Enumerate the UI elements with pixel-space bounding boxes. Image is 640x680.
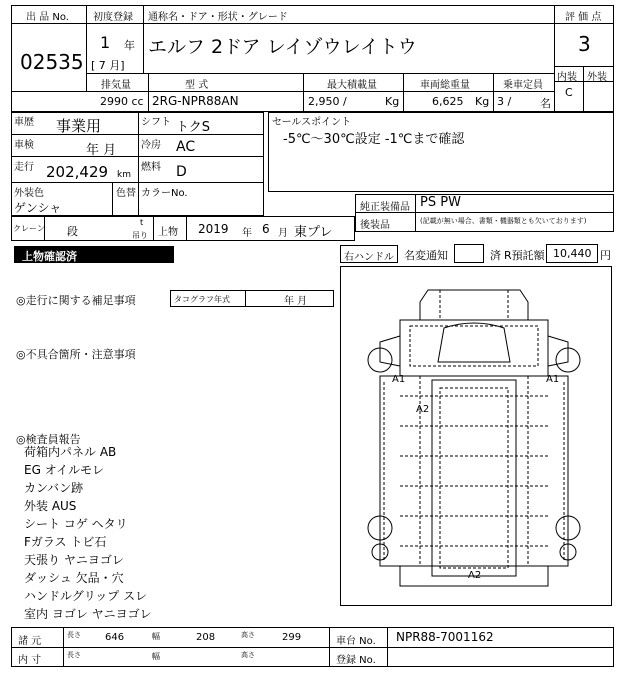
max-load: 2,950 / [308,95,347,108]
tachograph-value: 年 月 [284,296,308,307]
bed-maker: 東プレ [294,225,333,240]
ac-label: 冷房 [141,140,161,151]
inspection-label: 車検 [14,140,34,151]
model-name: エルフ 2ドア レイゾウレイトウ [148,36,417,58]
bed-label: 上物 [158,227,178,238]
color-change-label: 色替 [116,188,136,199]
inspector-line: ダッシュ 欠品・穴 [24,571,124,585]
chassis-number: NPR88-7001162 [396,630,494,644]
ac-value: AC [176,139,196,155]
inspection-value: 年 月 [86,143,117,158]
crane-suspend-top: t [140,218,144,227]
rh-label: 右ハンドル [344,252,394,263]
gross-weight: 6,625 [432,95,464,108]
length-label: 長さ [67,631,81,639]
bed-year-unit: 年 [242,228,252,239]
defect-heading: ◎不具合箇所・注意事項 [16,348,136,361]
inner-dims-label: 内 寸 [18,655,42,666]
interior-label: 内装 [557,72,577,83]
aftermarket-label: 後装品 [360,220,390,231]
bed-month: 6 [262,222,270,236]
inspector-line: ハンドルグリップ スレ [24,589,148,603]
displacement-label: 排気量 [101,80,131,91]
mark-a1-right: A1 [546,374,560,385]
color-code-label: カラーNo. [141,188,188,199]
first-registration-month: [ 7 月] [91,59,125,72]
inspector-line: Fガラス トビ石 [24,535,107,549]
name-change-label: 名変通知 [404,249,448,262]
model-header-label: 通称名・ドア・形状・グレード [148,12,288,23]
mark-a2-center: A2 [416,404,430,415]
dims-label: 諸 元 [18,636,42,647]
history-label: 車歴 [14,117,34,128]
bed-month-unit: 月 [278,228,288,239]
chassis-label: 車台 No. [336,636,376,647]
width-label: 幅 [152,632,160,641]
lot-number-label: 出 品 No. [26,12,69,23]
model-code-label: 型 式 [185,80,209,91]
inspector-line: EG オイルモレ [24,463,105,477]
confirm-banner: 上物確認済 [14,246,174,263]
length-value: 646 [105,632,125,643]
recycle-mark: 済 [490,249,501,262]
year-unit: 年 [124,39,135,52]
model-code: 2RG-NPR88AN [152,94,239,108]
width-value: 208 [196,632,216,643]
inner-length-label: 長さ [67,651,81,659]
sales-point-text: -5℃～30℃設定 -1℃まで確認 [283,132,465,147]
max-load-unit: Kg [385,95,400,108]
crane-stage: 段 [67,225,78,238]
inner-height-label: 高さ [241,651,255,659]
bed-year: 2019 [198,222,229,236]
mileage-value: 202,429 [46,163,109,181]
equipment-value: PS PW [420,195,461,210]
tachograph-label: タコグラフ年式 [174,295,230,304]
inspector-line: 天張り ヤニヨゴレ [24,553,124,567]
inspector-line: 室内 ヨゴレ ヤニヨゴレ [24,607,152,621]
mark-a1-left: A1 [392,374,406,385]
interior-grade: C [565,86,573,99]
recycle-amount: 10,440 [553,247,592,260]
first-registration-year: 1 [100,33,111,52]
inspector-line: 荷箱内パネル AB [24,445,117,459]
recycle-unit: 円 [600,249,611,262]
fuel-value: D [176,164,187,180]
gross-weight-unit: Kg [475,95,490,108]
capacity-label: 乗車定員 [503,80,543,91]
fuel-label: 燃料 [141,162,161,173]
exterior-label: 外装 [587,72,607,83]
truck-diagram [340,266,612,606]
mileage-unit: km [117,170,131,180]
score-value: 3 [578,32,591,56]
crane-suspend-bottom: 吊り [132,231,148,240]
history-value: 事業用 [56,117,102,135]
gross-weight-label: 車両総重量 [420,80,470,91]
aftermarket-note: (記載が無い場合、書類・機器類とも欠いております) [420,217,587,225]
inner-width-label: 幅 [152,652,160,661]
inspector-line: 外装 AUS [24,499,77,513]
lot-number: 02535 [20,50,84,74]
ext-color-value: ゲンシャ [14,201,62,215]
recycle-label: R預託額 [504,249,545,262]
score-label: 評 価 点 [565,12,602,23]
inspector-line: シート コゲ ヘタリ [24,517,128,531]
mileage-label: 走行 [14,162,34,173]
sales-point-label: セールスポイント [272,117,352,128]
height-label: 高さ [241,631,255,639]
crane-label: クレーン [13,224,45,233]
mark-a2-rear: A2 [468,570,482,581]
first-registration-label: 初度登録 [93,12,133,23]
height-value: 299 [282,632,302,643]
inspector-heading: ◎検査員報告 [16,433,81,446]
inspector-line: カンバン跡 [24,481,84,495]
registration-label: 登録 No. [336,655,376,666]
capacity-unit: 名 [540,97,551,110]
ext-color-label: 外装色 [14,188,44,199]
shift-label: シフト [141,117,171,128]
shift-value: トクS [176,120,210,135]
driving-notes-heading: ◎走行に関する補足事項 [16,294,136,307]
inspector-report [24,443,152,623]
displacement: 2990 cc [100,95,144,108]
capacity: 3 / [497,95,512,108]
equipment-label: 純正装備品 [360,202,410,213]
max-load-label: 最大積載量 [327,80,377,91]
name-change-checkbox [454,244,484,263]
